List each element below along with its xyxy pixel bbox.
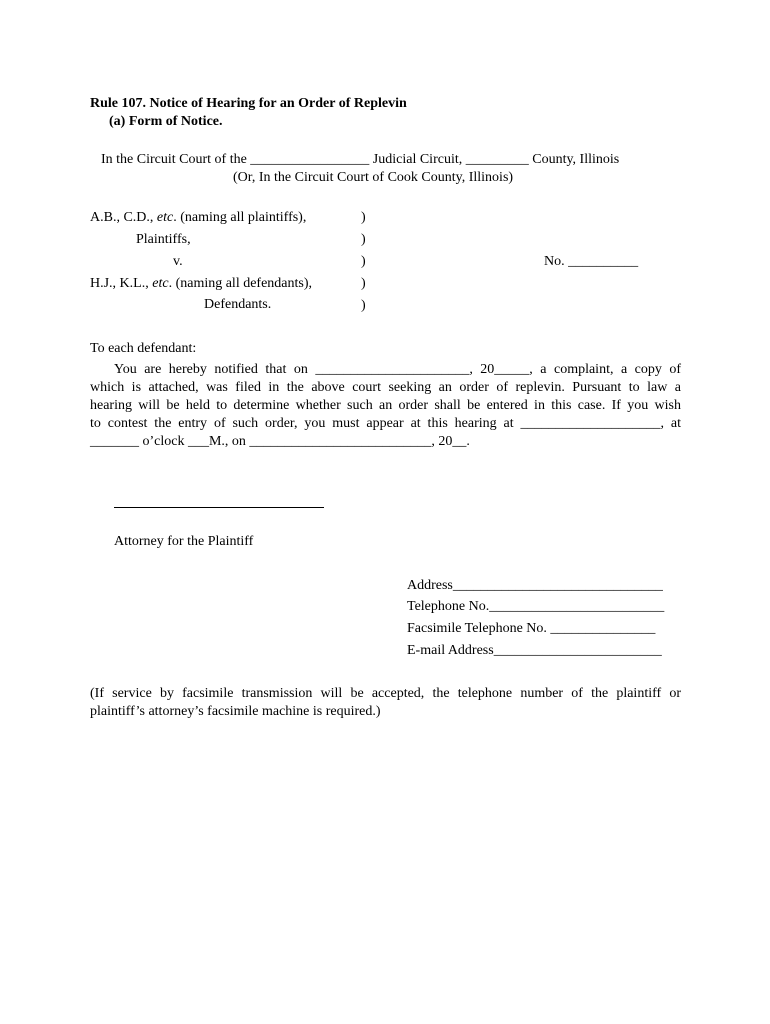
notice-paragraph: [90, 361, 681, 451]
form-subtitle: (a) Form of Notice.: [109, 114, 223, 129]
caption-paren: ): [361, 254, 366, 269]
caption-paren: ): [361, 298, 366, 313]
plaintiffs-prefix: A.B., C.D.,: [90, 210, 157, 225]
caption-paren: ): [361, 232, 366, 247]
notice-line: to contest the entry of such order, you must appear at this hearing at ____________________, at: [90, 416, 681, 431]
plaintiffs-etc: etc: [156, 210, 174, 225]
versus-label: v.: [173, 254, 183, 269]
caption-paren: ): [361, 276, 366, 291]
notice-line: hearing will be held to determine whether such an order shall be entered in this case. If you wish: [90, 398, 681, 413]
footnote-line: plaintiff’s attorney’s facsimile machine is required.): [90, 704, 381, 719]
defendants-suffix: . (naming all defendants),: [168, 276, 313, 291]
address-field: Address______________________________: [407, 578, 663, 593]
signature-line: [114, 507, 324, 508]
notice-line: _______ o’clock ___M., on __________________________, 20__.: [90, 434, 470, 449]
rule-title: Rule 107. Notice of Hearing for an Order of Replevin: [90, 96, 407, 111]
telephone-field: Telephone No._________________________: [407, 599, 665, 614]
plaintiffs-names: [90, 210, 306, 226]
attorney-label: Attorney for the Plaintiff: [114, 534, 254, 549]
court-alternative-line: (Or, In the Circuit Court of Cook County, Illinois): [233, 170, 514, 185]
email-field: E-mail Address________________________: [407, 643, 662, 658]
notice-line: You are hereby notified that on ______________________, 20_____, a complaint, a copy of: [114, 362, 681, 377]
footnote: [90, 685, 681, 721]
salutation: To each defendant:: [90, 341, 197, 356]
plaintiffs-label: Plaintiffs,: [136, 232, 191, 247]
plaintiffs-suffix: . (naming all plaintiffs),: [173, 210, 307, 225]
court-line: In the Circuit Court of the _________________ Judicial Circuit, _________ County, Illinois: [101, 152, 620, 167]
defendants-etc: etc: [152, 276, 169, 291]
defendants-prefix: H.J., K.L.,: [90, 276, 153, 291]
notice-line: which is attached, was filed in the above court seeking an order of replevin. Pursuant to law a: [90, 380, 681, 395]
defendants-names: [90, 276, 312, 292]
defendants-label: Defendants.: [204, 297, 272, 312]
facsimile-field: Facsimile Telephone No. _______________: [407, 621, 656, 636]
case-number: No. __________: [544, 254, 639, 269]
footnote-line: (If service by facsimile transmission will be accepted, the telephone number of the plaintiff or: [90, 686, 681, 701]
caption-paren: ): [361, 210, 366, 225]
